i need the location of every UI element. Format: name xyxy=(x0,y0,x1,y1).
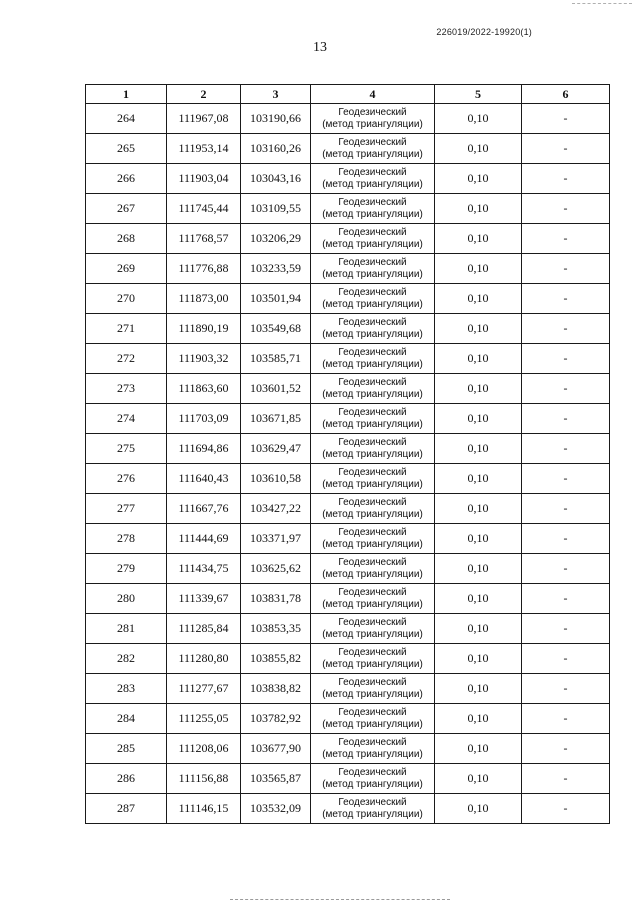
method-name: Геодезический xyxy=(338,496,407,508)
table-row xyxy=(86,494,610,524)
method-cell xyxy=(311,644,435,674)
table-row xyxy=(86,164,610,194)
precision-cell: 0,10 xyxy=(435,674,522,704)
method-cell xyxy=(311,134,435,164)
method-name: Геодезический xyxy=(338,376,407,388)
method-cell xyxy=(311,374,435,404)
table-row xyxy=(86,764,610,794)
coord-x-cell: 111146,15 xyxy=(167,794,241,824)
coord-y-cell: 103160,26 xyxy=(241,134,311,164)
note-cell: - xyxy=(522,374,610,404)
method-cell xyxy=(311,524,435,554)
precision-cell: 0,10 xyxy=(435,584,522,614)
coord-y-cell: 103549,68 xyxy=(241,314,311,344)
method-detail: (метод триангуляции) xyxy=(322,118,423,130)
coord-x-cell: 111640,43 xyxy=(167,464,241,494)
coord-x-cell: 111444,69 xyxy=(167,524,241,554)
note-cell: - xyxy=(522,524,610,554)
precision-cell: 0,10 xyxy=(435,494,522,524)
precision-cell: 0,10 xyxy=(435,374,522,404)
point-number-cell: 272 xyxy=(86,344,167,374)
method-cell xyxy=(311,164,435,194)
coord-y-cell: 103233,59 xyxy=(241,254,311,284)
col-header-2: 2 xyxy=(167,85,241,104)
point-number-cell: 283 xyxy=(86,674,167,704)
method-detail: (метод триангуляции) xyxy=(322,748,423,760)
method-name: Геодезический xyxy=(338,226,407,238)
method-cell xyxy=(311,404,435,434)
table-row xyxy=(86,254,610,284)
document-id: 226019/2022-19920(1) xyxy=(436,27,532,37)
method-detail: (метод триангуляции) xyxy=(322,238,423,250)
table-row xyxy=(86,404,610,434)
method-name: Геодезический xyxy=(338,406,407,418)
method-detail: (метод триангуляции) xyxy=(322,808,423,820)
note-cell: - xyxy=(522,404,610,434)
table-row xyxy=(86,734,610,764)
method-name: Геодезический xyxy=(338,286,407,298)
method-cell xyxy=(311,434,435,464)
method-cell xyxy=(311,254,435,284)
coord-y-cell: 103853,35 xyxy=(241,614,311,644)
method-detail: (метод триангуляции) xyxy=(322,298,423,310)
coord-x-cell: 111873,00 xyxy=(167,284,241,314)
method-detail: (метод триангуляции) xyxy=(322,448,423,460)
note-cell: - xyxy=(522,194,610,224)
point-number-cell: 265 xyxy=(86,134,167,164)
coord-y-cell: 103206,29 xyxy=(241,224,311,254)
table-row xyxy=(86,344,610,374)
coord-x-cell: 111745,44 xyxy=(167,194,241,224)
method-name: Геодезический xyxy=(338,436,407,448)
coord-y-cell: 103043,16 xyxy=(241,164,311,194)
precision-cell: 0,10 xyxy=(435,464,522,494)
table-row xyxy=(86,794,610,824)
method-detail: (метод триангуляции) xyxy=(322,478,423,490)
method-name: Геодезический xyxy=(338,106,407,118)
coord-x-cell: 111255,05 xyxy=(167,704,241,734)
coord-y-cell: 103782,92 xyxy=(241,704,311,734)
coord-x-cell: 111285,84 xyxy=(167,614,241,644)
point-number-cell: 278 xyxy=(86,524,167,554)
note-cell: - xyxy=(522,614,610,644)
point-number-cell: 277 xyxy=(86,494,167,524)
method-name: Геодезический xyxy=(338,616,407,628)
method-cell xyxy=(311,344,435,374)
coord-y-cell: 103585,71 xyxy=(241,344,311,374)
method-name: Геодезический xyxy=(338,586,407,598)
precision-cell: 0,10 xyxy=(435,794,522,824)
note-cell: - xyxy=(522,434,610,464)
point-number-cell: 287 xyxy=(86,794,167,824)
coord-y-cell: 103427,22 xyxy=(241,494,311,524)
method-detail: (метод триангуляции) xyxy=(322,718,423,730)
point-number-cell: 275 xyxy=(86,434,167,464)
table-row xyxy=(86,284,610,314)
precision-cell: 0,10 xyxy=(435,404,522,434)
method-name: Геодезический xyxy=(338,736,407,748)
col-header-6: 6 xyxy=(522,85,610,104)
table-row xyxy=(86,524,610,554)
note-cell: - xyxy=(522,104,610,134)
coordinates-table xyxy=(85,84,610,824)
coord-y-cell: 103838,82 xyxy=(241,674,311,704)
table-row xyxy=(86,554,610,584)
note-cell: - xyxy=(522,464,610,494)
method-name: Геодезический xyxy=(338,256,407,268)
method-cell xyxy=(311,554,435,584)
table-row xyxy=(86,134,610,164)
col-header-5: 5 xyxy=(435,85,522,104)
coord-y-cell: 103677,90 xyxy=(241,734,311,764)
precision-cell: 0,10 xyxy=(435,134,522,164)
method-name: Геодезический xyxy=(338,676,407,688)
method-cell xyxy=(311,284,435,314)
note-cell: - xyxy=(522,734,610,764)
note-cell: - xyxy=(522,704,610,734)
method-cell xyxy=(311,794,435,824)
scan-artifact-top xyxy=(572,3,632,5)
note-cell: - xyxy=(522,314,610,344)
point-number-cell: 281 xyxy=(86,614,167,644)
precision-cell: 0,10 xyxy=(435,254,522,284)
note-cell: - xyxy=(522,134,610,164)
coord-x-cell: 111277,67 xyxy=(167,674,241,704)
coord-y-cell: 103831,78 xyxy=(241,584,311,614)
coord-y-cell: 103671,85 xyxy=(241,404,311,434)
table-row xyxy=(86,704,610,734)
method-detail: (метод триангуляции) xyxy=(322,658,423,670)
point-number-cell: 266 xyxy=(86,164,167,194)
precision-cell: 0,10 xyxy=(435,614,522,644)
precision-cell: 0,10 xyxy=(435,434,522,464)
point-number-cell: 279 xyxy=(86,554,167,584)
method-detail: (метод триангуляции) xyxy=(322,178,423,190)
point-number-cell: 268 xyxy=(86,224,167,254)
coord-x-cell: 111890,19 xyxy=(167,314,241,344)
method-detail: (метод триангуляции) xyxy=(322,688,423,700)
table-header-row xyxy=(86,85,610,104)
coord-y-cell: 103625,62 xyxy=(241,554,311,584)
coord-y-cell: 103190,66 xyxy=(241,104,311,134)
method-cell xyxy=(311,464,435,494)
coord-x-cell: 111156,88 xyxy=(167,764,241,794)
note-cell: - xyxy=(522,764,610,794)
method-detail: (метод триангуляции) xyxy=(322,568,423,580)
point-number-cell: 264 xyxy=(86,104,167,134)
coord-y-cell: 103610,58 xyxy=(241,464,311,494)
method-cell xyxy=(311,734,435,764)
method-detail: (метод триангуляции) xyxy=(322,418,423,430)
coord-y-cell: 103565,87 xyxy=(241,764,311,794)
point-number-cell: 274 xyxy=(86,404,167,434)
method-cell xyxy=(311,224,435,254)
point-number-cell: 286 xyxy=(86,764,167,794)
table-row xyxy=(86,374,610,404)
point-number-cell: 284 xyxy=(86,704,167,734)
precision-cell: 0,10 xyxy=(435,194,522,224)
method-detail: (метод триангуляции) xyxy=(322,598,423,610)
coord-y-cell: 103109,55 xyxy=(241,194,311,224)
col-header-1: 1 xyxy=(86,85,167,104)
col-header-3: 3 xyxy=(241,85,311,104)
col-header-4: 4 xyxy=(311,85,435,104)
method-cell xyxy=(311,494,435,524)
point-number-cell: 270 xyxy=(86,284,167,314)
method-cell xyxy=(311,704,435,734)
coord-x-cell: 111776,88 xyxy=(167,254,241,284)
table-row xyxy=(86,614,610,644)
method-detail: (метод триангуляции) xyxy=(322,268,423,280)
page-number: 13 xyxy=(313,40,327,55)
method-cell xyxy=(311,674,435,704)
precision-cell: 0,10 xyxy=(435,284,522,314)
coord-x-cell: 111953,14 xyxy=(167,134,241,164)
coord-x-cell: 111280,80 xyxy=(167,644,241,674)
coord-x-cell: 111903,32 xyxy=(167,344,241,374)
method-cell xyxy=(311,584,435,614)
coord-y-cell: 103532,09 xyxy=(241,794,311,824)
method-cell xyxy=(311,314,435,344)
table-row xyxy=(86,434,610,464)
method-name: Геодезический xyxy=(338,556,407,568)
method-name: Геодезический xyxy=(338,136,407,148)
precision-cell: 0,10 xyxy=(435,734,522,764)
coord-y-cell: 103629,47 xyxy=(241,434,311,464)
precision-cell: 0,10 xyxy=(435,764,522,794)
precision-cell: 0,10 xyxy=(435,554,522,584)
coord-y-cell: 103501,94 xyxy=(241,284,311,314)
table-row xyxy=(86,104,610,134)
precision-cell: 0,10 xyxy=(435,104,522,134)
note-cell: - xyxy=(522,164,610,194)
coord-x-cell: 111667,76 xyxy=(167,494,241,524)
coord-x-cell: 111863,60 xyxy=(167,374,241,404)
point-number-cell: 280 xyxy=(86,584,167,614)
method-detail: (метод триангуляции) xyxy=(322,508,423,520)
point-number-cell: 267 xyxy=(86,194,167,224)
method-name: Геодезический xyxy=(338,766,407,778)
coord-x-cell: 111694,86 xyxy=(167,434,241,464)
method-name: Геодезический xyxy=(338,646,407,658)
point-number-cell: 273 xyxy=(86,374,167,404)
note-cell: - xyxy=(522,224,610,254)
method-name: Геодезический xyxy=(338,316,407,328)
precision-cell: 0,10 xyxy=(435,524,522,554)
table-row xyxy=(86,644,610,674)
coord-x-cell: 111208,06 xyxy=(167,734,241,764)
note-cell: - xyxy=(522,284,610,314)
table-row xyxy=(86,584,610,614)
method-name: Геодезический xyxy=(338,166,407,178)
method-cell xyxy=(311,764,435,794)
point-number-cell: 269 xyxy=(86,254,167,284)
point-number-cell: 271 xyxy=(86,314,167,344)
coord-x-cell: 111339,67 xyxy=(167,584,241,614)
method-detail: (метод триангуляции) xyxy=(322,358,423,370)
method-detail: (метод триангуляции) xyxy=(322,208,423,220)
method-name: Геодезический xyxy=(338,796,407,808)
method-detail: (метод триангуляции) xyxy=(322,628,423,640)
point-number-cell: 276 xyxy=(86,464,167,494)
method-detail: (метод триангуляции) xyxy=(322,148,423,160)
method-detail: (метод триангуляции) xyxy=(322,388,423,400)
scan-artifact-bottom xyxy=(230,899,450,901)
table-row xyxy=(86,194,610,224)
method-name: Геодезический xyxy=(338,706,407,718)
coord-x-cell: 111703,09 xyxy=(167,404,241,434)
precision-cell: 0,10 xyxy=(435,314,522,344)
method-detail: (метод триангуляции) xyxy=(322,328,423,340)
method-name: Геодезический xyxy=(338,466,407,478)
table-row xyxy=(86,314,610,344)
precision-cell: 0,10 xyxy=(435,164,522,194)
point-number-cell: 282 xyxy=(86,644,167,674)
method-cell xyxy=(311,614,435,644)
note-cell: - xyxy=(522,254,610,284)
coord-y-cell: 103371,97 xyxy=(241,524,311,554)
note-cell: - xyxy=(522,344,610,374)
note-cell: - xyxy=(522,584,610,614)
method-detail: (метод триангуляции) xyxy=(322,538,423,550)
precision-cell: 0,10 xyxy=(435,704,522,734)
table-row xyxy=(86,464,610,494)
method-name: Геодезический xyxy=(338,196,407,208)
coord-x-cell: 111434,75 xyxy=(167,554,241,584)
method-detail: (метод триангуляции) xyxy=(322,778,423,790)
precision-cell: 0,10 xyxy=(435,344,522,374)
note-cell: - xyxy=(522,674,610,704)
coord-x-cell: 111967,08 xyxy=(167,104,241,134)
method-cell xyxy=(311,194,435,224)
point-number-cell: 285 xyxy=(86,734,167,764)
note-cell: - xyxy=(522,494,610,524)
note-cell: - xyxy=(522,644,610,674)
note-cell: - xyxy=(522,554,610,584)
coord-x-cell: 111768,57 xyxy=(167,224,241,254)
method-name: Геодезический xyxy=(338,346,407,358)
precision-cell: 0,10 xyxy=(435,224,522,254)
precision-cell: 0,10 xyxy=(435,644,522,674)
method-name: Геодезический xyxy=(338,526,407,538)
coord-y-cell: 103855,82 xyxy=(241,644,311,674)
coord-y-cell: 103601,52 xyxy=(241,374,311,404)
method-cell xyxy=(311,104,435,134)
table-row xyxy=(86,224,610,254)
table-body xyxy=(86,104,610,824)
table-row xyxy=(86,674,610,704)
coord-x-cell: 111903,04 xyxy=(167,164,241,194)
note-cell: - xyxy=(522,794,610,824)
